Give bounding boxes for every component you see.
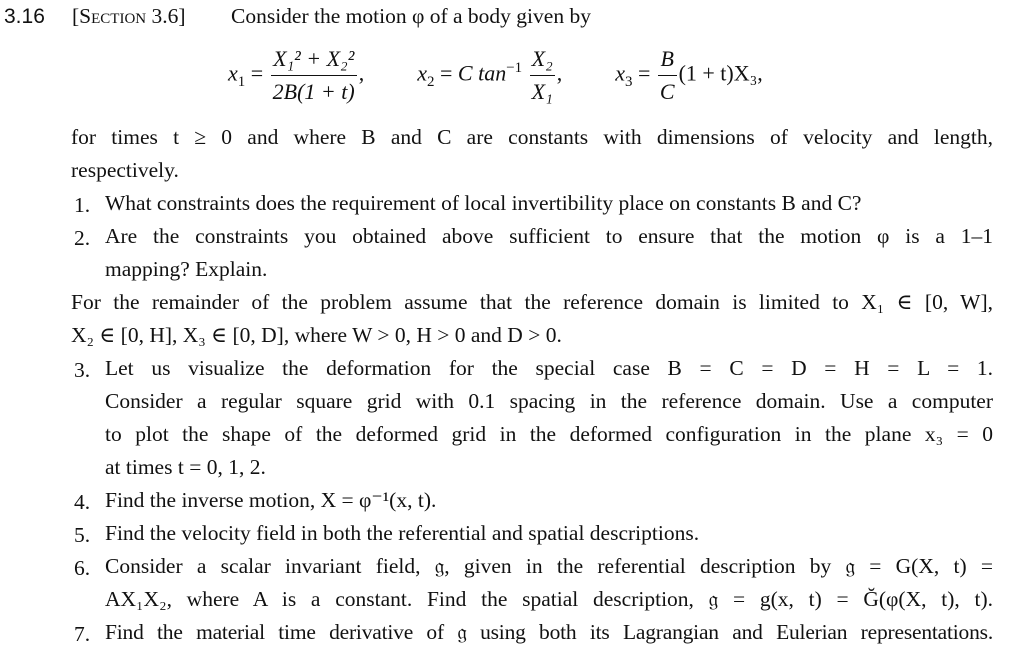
x3-denominator: C: [659, 79, 675, 104]
question-3-line-2: Consider a regular square grid with 0.1 spacing in the reference domain. Use a computer: [105, 389, 993, 413]
question-5: Find the velocity field in both the referential and spatial descriptions.: [105, 521, 700, 545]
body-line-2: respectively.: [71, 158, 179, 182]
x3-tail: (1 + t)X₃,: [678, 60, 763, 86]
x2-function: C tan: [457, 60, 507, 86]
question-3-line-4: at times t = 0, 1, 2.: [105, 455, 266, 479]
q1-number: 1.: [74, 193, 91, 217]
q2-number: 2.: [74, 226, 91, 250]
question-6-line-1: Consider a scalar invariant field, 𝔤, given in the referential description by 𝔤 = G(X, t) =: [105, 554, 993, 578]
question-2-line-2: mapping? Explain.: [105, 257, 268, 281]
q5-number: 5.: [74, 523, 91, 547]
x3-numerator: B: [658, 46, 677, 76]
x2-symbol: x: [417, 60, 427, 86]
q6-number: 6.: [74, 556, 91, 580]
question-3-line-1: Let us visualize the deformation for the special case B = C = D = H = L = 1.: [105, 356, 993, 380]
motion-equations: [228, 46, 763, 105]
x1-symbol: x: [228, 60, 238, 86]
question-6-line-2: AX₁X₂, where A is a constant. Find the spatial description, 𝔤 = g(x, t) = Ğ(φ(X, t), t).: [105, 587, 993, 611]
x3-symbol: x: [615, 60, 625, 86]
x2-subscript: 2: [427, 73, 435, 90]
remainder-line-2: X₂ ∈ [0, H], X₃ ∈ [0, D], where W > 0, H > 0 and D > 0.: [71, 323, 562, 347]
question-3-line-3: to plot the shape of the deformed grid in the deformed configuration in the plane x₃ = 0: [105, 422, 993, 446]
x2-numerator: X₂: [530, 46, 555, 76]
equation-x3: $x_3$ = $\frac{B}{C}$ (1 + t)X₃,: [615, 46, 763, 104]
problem-number: 3.16: [4, 5, 45, 28]
x2-fraction: [530, 46, 555, 105]
body-line-1: for times t ≥ 0 and where B and C are constants with dimensions of velocity and length,: [71, 125, 993, 149]
x3-fraction: [658, 46, 677, 105]
question-1: What constraints does the requirement of local invertibility place on constants B and C?: [105, 191, 862, 215]
q7-number: 7.: [74, 622, 91, 646]
x2-superscript: −1: [506, 60, 523, 77]
problem-intro: Consider the motion φ of a body given by: [231, 4, 591, 28]
equation-x2: $x_2 = C$ $\tan^{-1}$ $\frac{\text{X₂}}{\text{X₁}}$ ,: [417, 46, 563, 104]
equation-x1: $x_1$ = $\frac{\text{X₁² + X₂²}}{2B(1 + t)}$ ,: [228, 46, 365, 104]
question-4: Find the inverse motion, X = φ⁻¹(x, t).: [105, 488, 437, 512]
q4-number: 4.: [74, 490, 91, 514]
x2-denominator: X₁: [531, 79, 553, 104]
x1-fraction: [271, 46, 357, 105]
question-2-line-1: Are the constraints you obtained above sufficient to ensure that the motion φ is a 1–1: [105, 224, 993, 248]
x1-numerator: X₁² + X₂²: [271, 46, 357, 76]
section-label: [Section 3.6]: [72, 4, 186, 28]
remainder-line-1: For the remainder of the problem assume that the reference domain is limited to X₁ ∈ [0, W],: [71, 290, 993, 314]
x3-subscript: 3: [624, 73, 633, 90]
x1-denominator: 2B(1 + t): [272, 79, 355, 104]
x1-subscript: 1: [237, 73, 246, 90]
question-7: Find the material time derivative of 𝔤 using both its Lagrangian and Eulerian representations.: [105, 620, 993, 644]
q3-number: 3.: [74, 358, 91, 382]
